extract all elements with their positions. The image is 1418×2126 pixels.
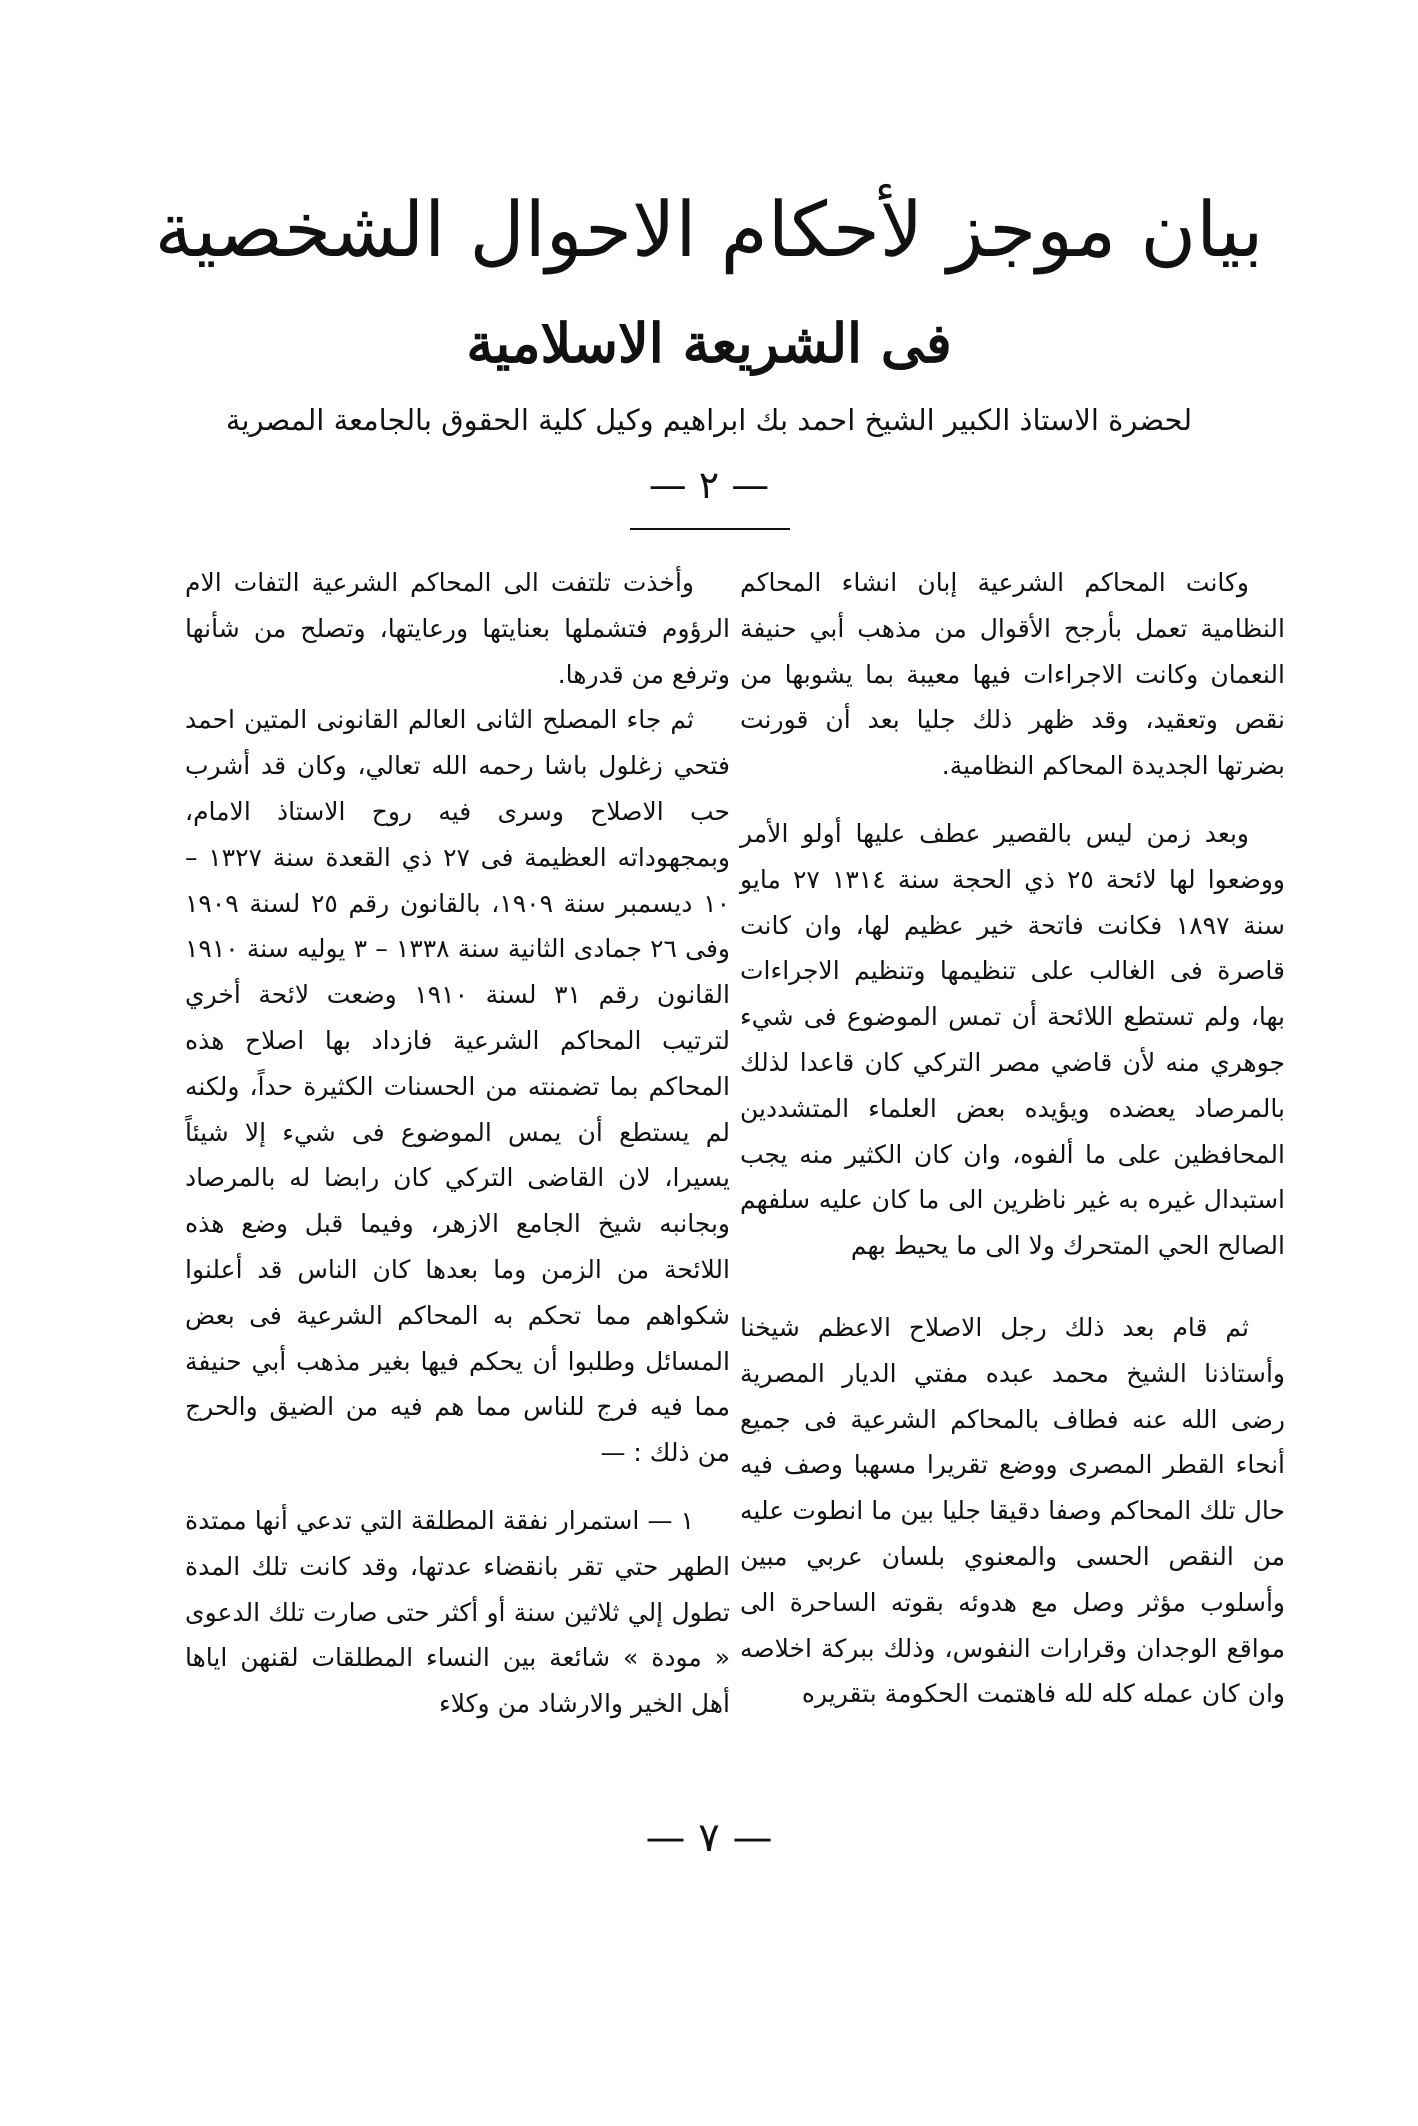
- paragraph: وأخذت تلتفت الى المحاكم الشرعية التفات الام الرؤوم فتشملها بعنايتها ورعايتها، وتصلح من شأنها وترفع من قدرها.: [185, 568, 730, 689]
- paragraph: ١ — استمرار نفقة المطلقة التي تدعي أنها ممتدة الطهر حتي تقر بانقضاء عدتها، وقد كانت تلك المدة تطول إلي ثلاثين سنة أو أكثر حتى صارت تلك الدعوى « مودة » شائعة بين النساء المطلقات لقنهن اياها أهل الخير والارشاد من وكلاء: [185, 1505, 730, 1719]
- paragraph: ثم جاء المصلح الثانى العالم القانونى المتين احمد فتحي زغلول باشا رحمه الله تعالي، وكان قد أشرب حب الاصلاح وسرى فيه روح الاستاذ الامام، وبمجهوداته العظيمة فى ٢٧ ذي القعدة سنة ١٣٢٧ – ١٠ ديسمبر سنة ١٩٠٩، بالقانون رقم ٢٥ لسنة ١٩٠٩ وفى ٢٦ جمادى الثانية سنة ١٣٣٨ – ٣ يوليه سنة ١٩١٠ القانون رقم ٣١ لسنة ١٩١٠ وضعت لائحة أخري لترتيب المحاكم الشرعية فازداد بها اصلاح هذه المحاكم بما تضمنته من الحسنات الكثيرة حداً، ولكنه لم يستطع أن يمس الموضوع فى شيء إلا شيئاً يسيرا، لان القاضى التركي كان رابضا له بالمرصاد وبجانبه شيخ الجامع الازهر، وفيما قبل وضع هذه اللائحة من الزمن وما بعدها كان الناس قد أعلنوا شكواهم مما تحكم به المحاكم الشرعية فى بعض المسائل وطلبوا أن يحكم فيها بغير مذهب أبي حنيفة مما فيه فرج للناس مما هم فيه من الضيق والحرج من ذلك : —: [185, 705, 730, 1468]
- header-divider: [630, 528, 790, 530]
- part-number: — ٢ —: [648, 463, 770, 507]
- page-number: — ٧ —: [645, 1815, 773, 1861]
- author-line: لحضرة الاستاذ الكبير الشيخ احمد بك ابراهيم وكيل كلية الحقوق بالجامعة المصرية: [225, 403, 1193, 437]
- paragraph: وكانت المحاكم الشرعية إبان انشاء المحاكم النظامية تعمل بأرجح الأقوال من مذهب أبي حنيفة النعمان وكانت الاجراءات فيها معيبة بما يشوبها من نقص وتعقيد، وقد ظهر ذلك جليا بعد أن قورنت بضرتها الجديدة المحاكم النظامية.: [740, 568, 1285, 781]
- left-column: [185, 560, 730, 1727]
- paragraph: وبعد زمن ليس بالقصير عطف عليها أولو الأمر ووضعوا لها لائحة ٢٥ ذي الحجة سنة ١٣١٤ ٢٧ مايو سنة ١٨٩٧ فكانت فاتحة خير عظيم لها، وان كانت قاصرة فى الغالب على تنظيمها وتنظيم الاجراءات بها، ولم تستطع اللائحة أن تمس الموضوع فى شيء جوهري منه لأن قاضي مصر التركي كان قاعدا لذلك بالمرصاد يعضده ويؤيده بعض العلماء المتشددين المحافظين على ما ألفوه، وان كان الكثير منه يجب استبدال غيره به غير ناظرين الى ما كان عليه سلفهم الصالح الحي المتحرك ولا الى ما يحيط بهم: [740, 818, 1286, 1261]
- right-column: [740, 560, 1285, 1717]
- paragraph: ثم قام بعد ذلك رجل الاصلاح الاعظم شيخنا وأستاذنا الشيخ محمد عبده مفتي الديار المصرية رضى الله عنه فطاف بالمحاكم الشرعية فى جميع أنحاء القطر المصرى ووضع تقريرا مسهبا وصف فيه حال تلك المحاكم وصفا دقيقا جليا بين ما انطوت عليه من النقص الحسى والمعنوي بلسان عربي مبين وأسلوب مؤثر وصل مع هدوئه بقوته الساحرة الى مواقع الوجدان وقرارات النفوس، وذلك ببركة اخلاصه وان كان عمله كله لله فاهتمت الحكومة بتقريره: [740, 1312, 1285, 1709]
- article-subtitle: فى الشريعة الاسلامية: [466, 311, 952, 375]
- article-title: بيان موجز لأحكام الاحوال الشخصية: [154, 185, 1264, 274]
